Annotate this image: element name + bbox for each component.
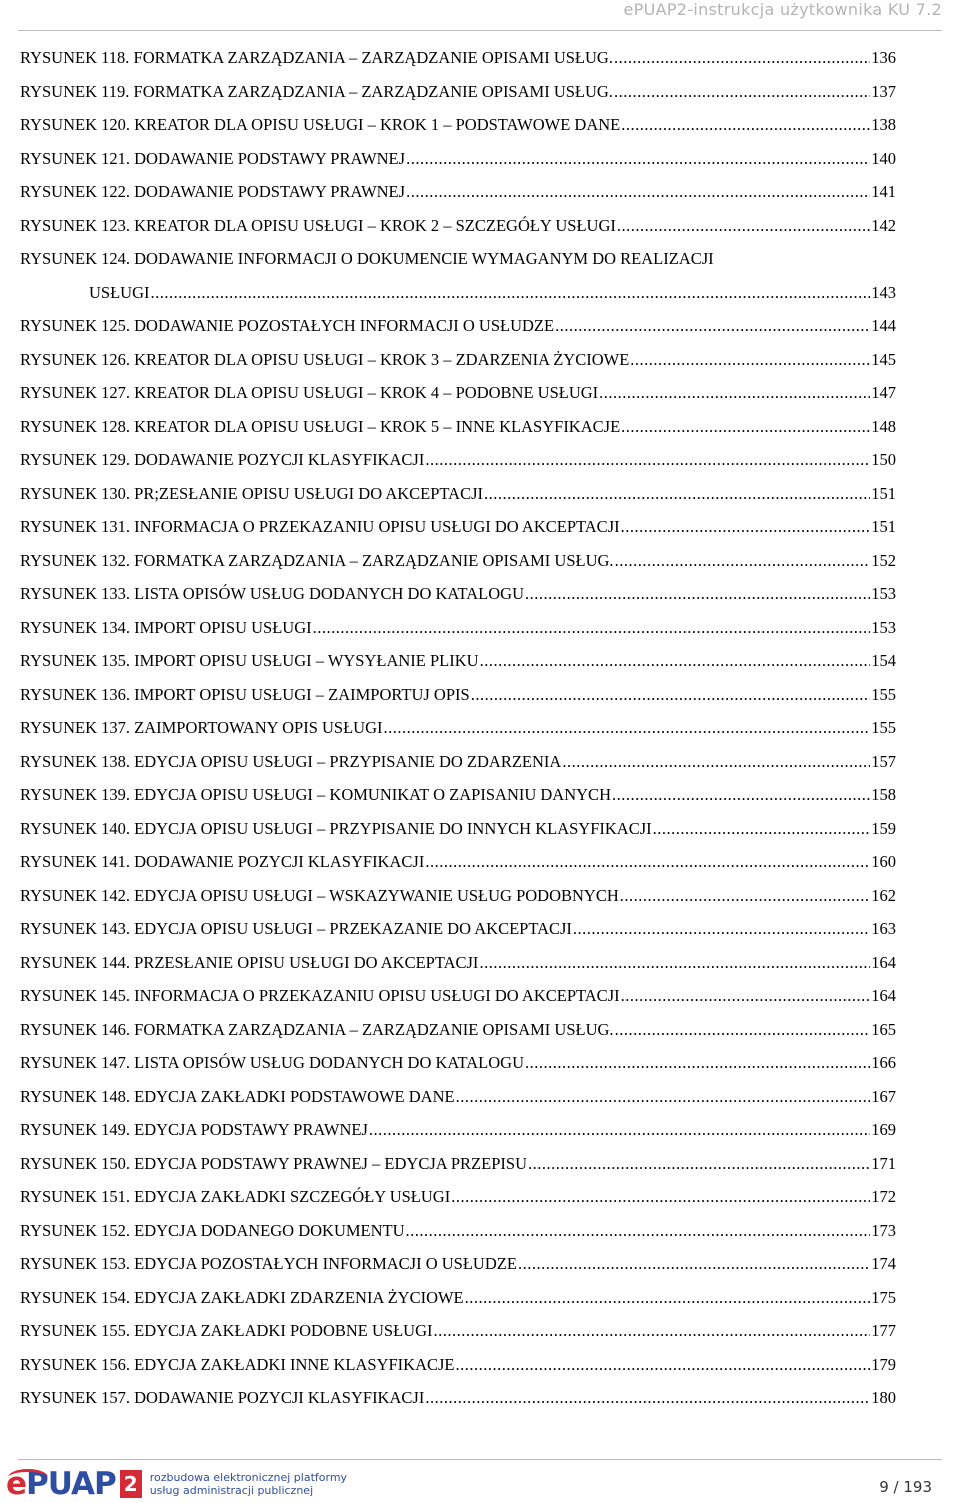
dot-leader — [425, 443, 870, 477]
toc-entry-title: RYSUNEK 138. EDYCJA OPISU USŁUGI – PRZYPISANIE DO ZDARZENIA — [20, 751, 562, 771]
dot-leader — [451, 1180, 870, 1214]
toc-entry-title: RYSUNEK 142. EDYCJA OPISU USŁUGI – WSKAZYWANIE USŁUG PODOBNYCH — [20, 885, 619, 905]
toc-entry-page: 180 — [871, 1388, 896, 1407]
toc-entry[interactable] — [20, 276, 896, 310]
toc-entry-page: 154 — [871, 651, 896, 670]
toc-entry-page: 144 — [871, 316, 896, 335]
toc-entry-page: 177 — [871, 1321, 896, 1340]
toc-entry-page: 151 — [871, 517, 896, 536]
toc-entry-page: 140 — [871, 148, 896, 168]
toc-entry-page: 155 — [871, 684, 896, 704]
toc-entry[interactable] — [20, 1080, 896, 1114]
toc-entry[interactable] — [20, 443, 896, 477]
toc-entry-page: 171 — [871, 1153, 896, 1173]
toc-entry-page: 163 — [871, 919, 896, 938]
logo-caption-line2: usług administracji publicznej — [149, 1484, 314, 1497]
toc-entry[interactable] — [20, 979, 896, 1013]
toc-entry-page: 142 — [871, 215, 896, 235]
toc-entry-page: 162 — [871, 885, 896, 905]
toc-entry-title: RYSUNEK 140. EDYCJA OPISU USŁUGI – PRZYPISANIE DO INNYCH KLASYFIKACJI — [20, 818, 652, 838]
dot-leader — [456, 1080, 871, 1114]
toc-entry-title: RYSUNEK 149. EDYCJA PODSTAWY PRAWNEJ — [20, 1120, 368, 1139]
dot-leader — [406, 175, 870, 209]
table-of-figures — [20, 41, 896, 1415]
toc-entry[interactable] — [20, 1113, 896, 1147]
toc-entry[interactable] — [20, 1180, 896, 1214]
version-badge: 2 — [120, 1470, 142, 1498]
toc-entry[interactable] — [20, 75, 896, 109]
dot-leader — [425, 1381, 870, 1415]
toc-entry-title: RYSUNEK 143. EDYCJA OPISU USŁUGI – PRZEKAZANIE DO AKCEPTACJI — [20, 919, 572, 938]
toc-entry-title: RYSUNEK 120. KREATOR DLA OPISU USŁUGI – KROK 1 – PODSTAWOWE DANE — [20, 115, 621, 134]
dot-leader — [484, 477, 870, 511]
dot-leader — [615, 1013, 871, 1047]
dot-leader — [525, 577, 870, 611]
dot-leader — [406, 142, 870, 176]
toc-entry-page: 158 — [871, 785, 896, 804]
toc-entry[interactable] — [20, 845, 896, 879]
toc-entry[interactable] — [20, 410, 896, 444]
dot-leader — [612, 778, 870, 812]
toc-entry-title: RYSUNEK 136. IMPORT OPISU USŁUGI – ZAIMPORTUJ OPIS — [20, 684, 470, 704]
toc-entry[interactable] — [20, 577, 896, 611]
toc-entry-title: RYSUNEK 125. DODAWANIE POZOSTAŁYCH INFORMACJI O USŁUDZE — [20, 316, 555, 335]
toc-entry[interactable] — [20, 209, 896, 243]
toc-entry-title: RYSUNEK 144. PRZESŁANIE OPISU USŁUGI DO AKCEPTACJI — [20, 952, 479, 972]
toc-entry-title: RYSUNEK 124. DODAWANIE INFORMACJI O DOKUMENCIE WYMAGANYM DO REALIZACJI — [20, 249, 714, 268]
toc-entry[interactable] — [20, 477, 896, 511]
toc-entry[interactable] — [20, 912, 896, 946]
dot-leader — [614, 41, 870, 75]
toc-entry-title: RYSUNEK 128. KREATOR DLA OPISU USŁUGI – KROK 5 – INNE KLASYFIKACJE — [20, 416, 621, 436]
toc-entry-page: 175 — [871, 1287, 896, 1307]
toc-entry-page: 136 — [871, 48, 896, 67]
toc-entry-page: 150 — [871, 450, 896, 469]
toc-entry-title: RYSUNEK 123. KREATOR DLA OPISU USŁUGI – KROK 2 – SZCZEGÓŁY USŁUGI — [20, 215, 616, 235]
toc-entry[interactable] — [20, 175, 896, 209]
toc-entry-page: 166 — [871, 1053, 896, 1072]
dot-leader — [525, 1046, 870, 1080]
toc-entry-page: 159 — [871, 818, 896, 838]
dot-leader — [151, 276, 871, 310]
toc-entry[interactable] — [20, 108, 896, 142]
toc-entry[interactable] — [20, 1013, 896, 1047]
header-divider — [18, 30, 942, 31]
toc-entry-title: RYSUNEK 127. KREATOR DLA OPISU USŁUGI – KROK 4 – PODOBNE USŁUGI — [20, 383, 599, 402]
toc-entry-page: 145 — [871, 349, 896, 369]
toc-entry-title: RYSUNEK 141. DODAWANIE POZYCJI KLASYFIKACJI — [20, 852, 425, 871]
toc-entry-title: RYSUNEK 157. DODAWANIE POZYCJI KLASYFIKACJI — [20, 1388, 425, 1407]
toc-entry-title: RYSUNEK 145. INFORMACJA O PRZEKAZANIU OPISU USŁUGI DO AKCEPTACJI — [20, 986, 620, 1005]
toc-entry-page: 169 — [871, 1120, 896, 1139]
toc-entry-page: 167 — [871, 1086, 896, 1106]
toc-entry-page: 172 — [871, 1187, 896, 1206]
toc-entry-page: 137 — [871, 81, 896, 101]
toc-entry[interactable] — [20, 611, 896, 645]
footer-divider — [18, 1459, 942, 1460]
dot-leader — [573, 912, 870, 946]
toc-entry-page: 141 — [871, 182, 896, 201]
toc-entry-title: USŁUGI — [89, 282, 150, 302]
toc-entry[interactable] — [20, 812, 896, 846]
toc-entry-page: 157 — [871, 751, 896, 771]
dot-leader — [617, 209, 870, 243]
dot-leader — [630, 343, 870, 377]
toc-entry[interactable] — [20, 1046, 896, 1080]
toc-entry[interactable] — [20, 309, 896, 343]
epuap-wordmark: ePUAP — [6, 1466, 116, 1502]
logo-caption-line1: rozbudowa elektronicznej platformy — [149, 1471, 348, 1484]
toc-entry-title: RYSUNEK 153. EDYCJA POZOSTAŁYCH INFORMACJI O USŁUDZE — [20, 1254, 517, 1273]
toc-entry-page: 165 — [871, 1019, 896, 1039]
dot-leader — [615, 544, 871, 578]
toc-entry[interactable] — [20, 544, 896, 578]
toc-entry-title: RYSUNEK 147. LISTA OPISÓW USŁUG DODANYCH DO KATALOGU — [20, 1053, 524, 1072]
dot-leader — [479, 946, 870, 980]
toc-entry[interactable] — [20, 41, 896, 75]
dot-leader — [528, 1147, 870, 1181]
dot-leader — [434, 1314, 871, 1348]
toc-entry[interactable] — [20, 644, 896, 678]
toc-entry-title: RYSUNEK 150. EDYCJA PODSTAWY PRAWNEJ – EDYCJA PRZEPISU — [20, 1153, 527, 1173]
toc-entry-page: 153 — [871, 617, 896, 637]
dot-leader — [555, 309, 870, 343]
toc-entry-page: 160 — [871, 852, 896, 871]
dot-leader — [471, 678, 871, 712]
toc-entry-page: 155 — [871, 718, 896, 737]
toc-entry-page: 153 — [871, 584, 896, 603]
toc-entry-page: 173 — [871, 1220, 896, 1240]
dot-leader — [621, 510, 871, 544]
toc-entry-title: RYSUNEK 129. DODAWANIE POZYCJI KLASYFIKACJI — [20, 450, 425, 469]
dot-leader — [369, 1113, 870, 1147]
toc-entry-title: RYSUNEK 126. KREATOR DLA OPISU USŁUGI – KROK 3 – ZDARZENIA ŻYCIOWE — [20, 349, 630, 369]
toc-entry[interactable] — [20, 1381, 896, 1415]
toc-entry-title: RYSUNEK 131. INFORMACJA O PRZEKAZANIU OPISU USŁUGI DO AKCEPTACJI — [20, 517, 620, 536]
toc-entry-title: RYSUNEK 148. EDYCJA ZAKŁADKI PODSTAWOWE DANE — [20, 1086, 455, 1106]
dot-leader — [465, 1281, 871, 1315]
toc-entry-page: 151 — [871, 483, 896, 503]
dot-leader — [653, 812, 871, 846]
toc-entry[interactable] — [20, 242, 896, 276]
toc-entry-title: RYSUNEK 151. EDYCJA ZAKŁADKI SZCZEGÓŁY USŁUGI — [20, 1187, 451, 1206]
swoosh-icon — [8, 1469, 48, 1486]
toc-entry-title: RYSUNEK 156. EDYCJA ZAKŁADKI INNE KLASYFIKACJE — [20, 1354, 455, 1374]
toc-entry-title: RYSUNEK 130. PR;ZESŁANIE OPISU USŁUGI DO AKCEPTACJI — [20, 483, 484, 503]
toc-entry-title: RYSUNEK 134. IMPORT OPISU USŁUGI — [20, 617, 312, 637]
toc-entry-title: RYSUNEK 122. DODAWANIE PODSTAWY PRAWNEJ — [20, 182, 406, 201]
toc-entry-page: 143 — [871, 282, 896, 302]
dot-leader — [599, 376, 870, 410]
dot-leader — [313, 611, 871, 645]
dot-leader — [425, 845, 870, 879]
toc-entry-title: RYSUNEK 119. FORMATKA ZARZĄDZANIA – ZARZĄDZANIE OPISAMI USŁUG. — [20, 81, 613, 101]
toc-entry[interactable] — [20, 778, 896, 812]
dot-leader — [621, 410, 870, 444]
toc-entry[interactable] — [20, 1348, 896, 1382]
toc-entry[interactable] — [20, 711, 896, 745]
epuap-logo — [6, 1466, 347, 1502]
toc-entry-title: RYSUNEK 155. EDYCJA ZAKŁADKI PODOBNE USŁUGI — [20, 1321, 433, 1340]
toc-entry-page: 179 — [871, 1354, 896, 1374]
toc-entry-page: 164 — [871, 986, 896, 1005]
toc-entry[interactable] — [20, 343, 896, 377]
dot-leader — [518, 1247, 870, 1281]
toc-entry-title: RYSUNEK 118. FORMATKA ZARZĄDZANIA – ZARZĄDZANIE OPISAMI USŁUG. — [20, 48, 613, 67]
toc-entry[interactable] — [20, 1147, 896, 1181]
toc-entry[interactable] — [20, 510, 896, 544]
toc-entry[interactable] — [20, 142, 896, 176]
toc-entry-title: RYSUNEK 132. FORMATKA ZARZĄDZANIA – ZARZĄDZANIE OPISAMI USŁUG. — [20, 550, 614, 570]
dot-leader — [456, 1348, 871, 1382]
toc-entry-page: 138 — [871, 115, 896, 134]
toc-entry-title: RYSUNEK 135. IMPORT OPISU USŁUGI – WYSYŁANIE PLIKU — [20, 651, 479, 670]
toc-entry[interactable] — [20, 946, 896, 980]
dot-leader — [384, 711, 871, 745]
toc-entry[interactable] — [20, 1247, 896, 1281]
toc-entry-title: RYSUNEK 152. EDYCJA DODANEGO DOKUMENTU — [20, 1220, 405, 1240]
toc-entry-page: 147 — [871, 383, 896, 402]
logo-caption — [150, 1471, 347, 1497]
toc-entry[interactable] — [20, 1314, 896, 1348]
running-header: ePUAP2-instrukcja użytkownika KU 7.2 — [623, 0, 942, 19]
dot-leader — [620, 879, 870, 913]
toc-entry-page: 148 — [871, 416, 896, 436]
toc-entry-title: RYSUNEK 137. ZAIMPORTOWANY OPIS USŁUGI — [20, 718, 383, 737]
toc-entry[interactable] — [20, 879, 896, 913]
toc-entry-page: 164 — [871, 952, 896, 972]
dot-leader — [480, 644, 871, 678]
toc-entry-title: RYSUNEK 154. EDYCJA ZAKŁADKI ZDARZENIA ŻYCIOWE — [20, 1287, 464, 1307]
toc-entry-title: RYSUNEK 146. FORMATKA ZARZĄDZANIA – ZARZĄDZANIE OPISAMI USŁUG. — [20, 1019, 614, 1039]
dot-leader — [621, 108, 870, 142]
dot-leader — [614, 75, 870, 109]
toc-entry[interactable] — [20, 1214, 896, 1248]
toc-entry-title: RYSUNEK 121. DODAWANIE PODSTAWY PRAWNEJ — [20, 148, 406, 168]
toc-entry-page: 174 — [871, 1254, 896, 1273]
toc-entry[interactable] — [20, 376, 896, 410]
toc-entry-page: 152 — [871, 550, 896, 570]
toc-entry[interactable] — [20, 678, 896, 712]
toc-entry-title: RYSUNEK 139. EDYCJA OPISU USŁUGI – KOMUNIKAT O ZAPISANIU DANYCH — [20, 785, 611, 804]
dot-leader — [621, 979, 871, 1013]
toc-entry[interactable] — [20, 745, 896, 779]
toc-entry[interactable] — [20, 1281, 896, 1315]
page-counter: 9 / 193 — [879, 1478, 932, 1496]
dot-leader — [406, 1214, 871, 1248]
toc-entry-title: RYSUNEK 133. LISTA OPISÓW USŁUG DODANYCH DO KATALOGU — [20, 584, 524, 603]
dot-leader — [562, 745, 870, 779]
